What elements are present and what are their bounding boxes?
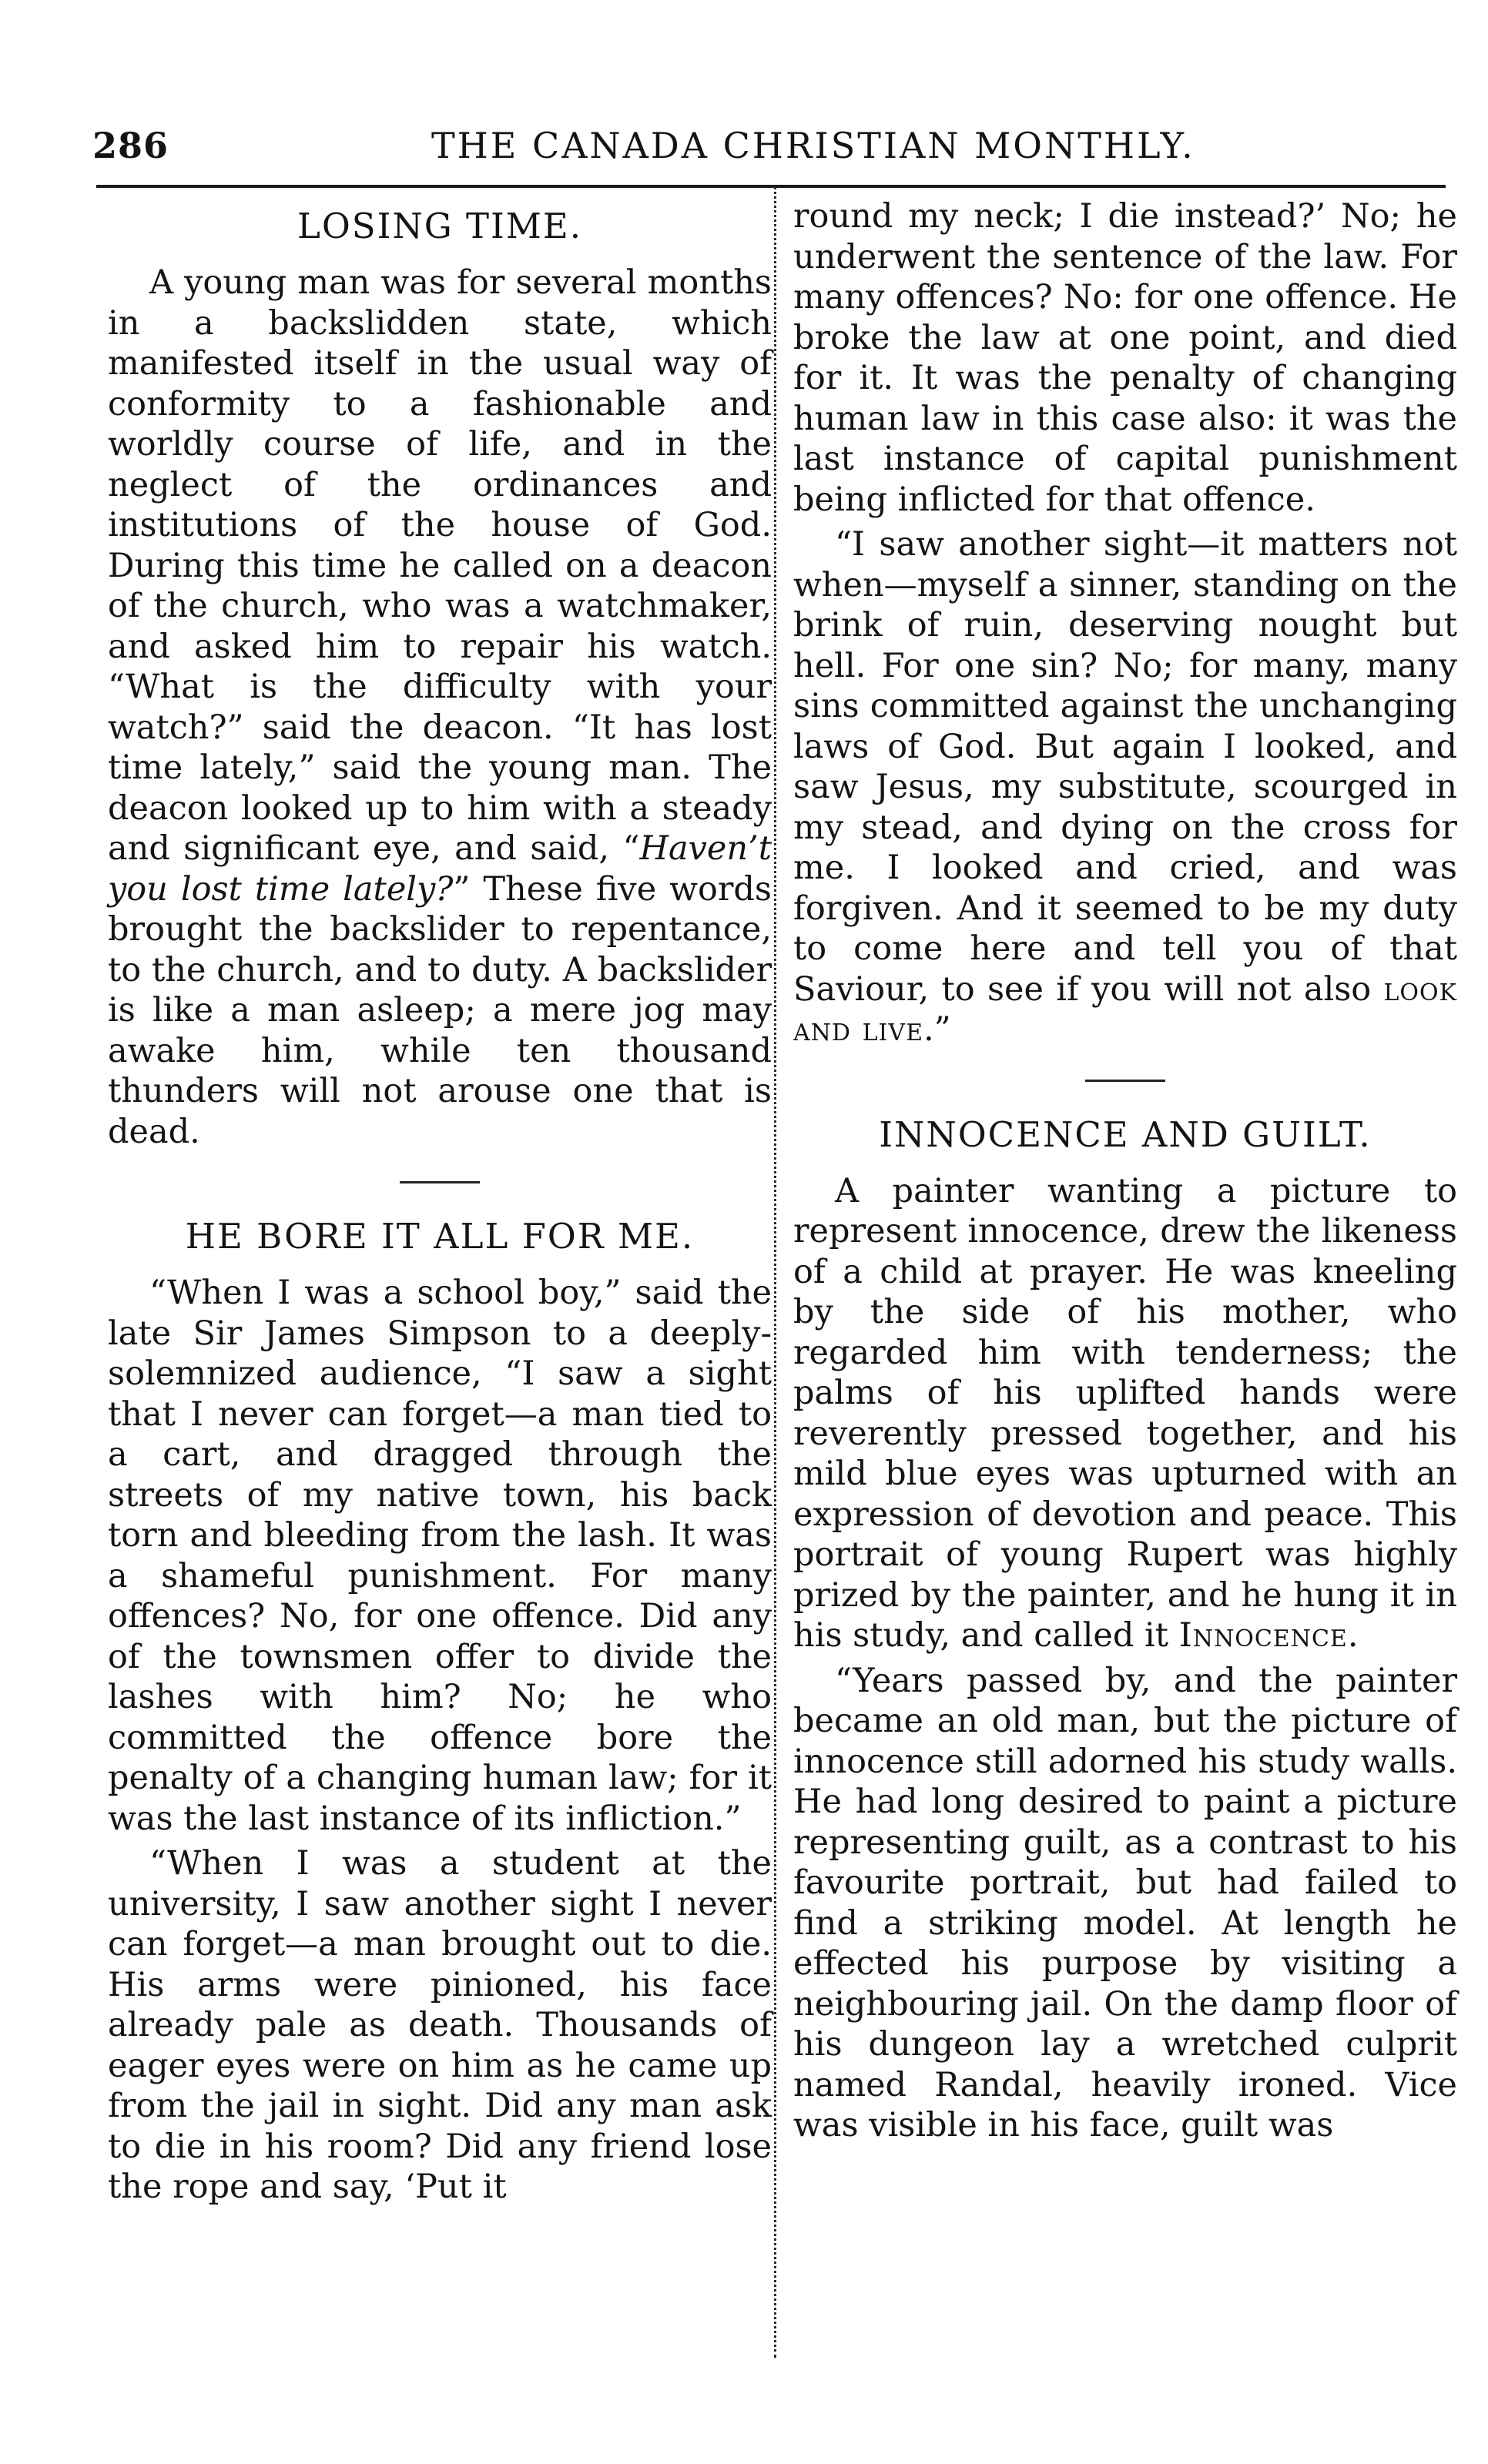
he-bore-it-p3-text-2: .” (923, 1010, 951, 1049)
he-bore-it-paragraph-3 (793, 524, 1457, 1050)
he-bore-it-paragraph-2: “When I was a student at the university, I saw another sight I never can forget—a man brought out to die. His arms were pinioned, his face already pale as death. Thousands of eager eyes were on him as he came up from the jail in sight. Did any man ask to die in his room? Did any friend lose the rope and say, ‘Put it (108, 1844, 772, 2206)
he-bore-it-paragraph-1: “When I was a school boy,” said the late Sir James Simpson to a deeply-solemnized audience, “I saw a sight that I never can forget—a man tied to a cart, and dragged through the streets of my native town, his back torn and bleeding from the lash. It was a shameful punishment. For many offences? No, for one offence. Did any of the townsmen offer to divide the lashes with him? No; he who committed the offence bore the penalty of a changing human law; for it was the last instance of its infliction.” (108, 1274, 772, 1838)
innocence-p1-text-2: . (1347, 1616, 1359, 1655)
article-title-losing-time: LOSING TIME. (297, 206, 583, 246)
losing-time-text-1: A young man was for several months in a backslidden state, which manifested itself in the usual way of conformity to a fashionable and worldly course of life, and in the neglect of the ordinances and institutions of the house of God. During this time he called on a deacon of the church, who was a watchmaker, and asked him to repair his watch. “What is the difficulty with your watch?” said the deacon. “It has lost time lately,” said the young man. The deacon looked up to him with a steady and significant eye, and said, “ (108, 263, 772, 868)
he-bore-it-p3-text-1: “I saw another sight—it matters not when—myself a sinner, standing on the brink of ruin, deserving nought but hell. For one sin? No; for many, many sins committed against the unchanging laws of God. But again I looked, and saw Jesus, my substitute, scourged in my stead, and dying on the cross for me. I looked and cried, and was forgiven. And it seemed to be my duty to come here and tell you of that Saviour, to see if you will not also (793, 525, 1457, 1009)
innocence-title-word: Innocence (1178, 1616, 1348, 1655)
look-and-live-phrase: look and live (793, 969, 1457, 1049)
losing-time-text-2: ” These five words brought the backslider to repentance, to the church, and to duty. A backslider is like a man asleep; a mere jog may awake him, while ten thousand thunders will not arouse one that is dead. (108, 869, 772, 1151)
right-column (793, 196, 1457, 2151)
column-divider (774, 186, 776, 2358)
innocence-paragraph-1 (793, 1171, 1457, 1656)
innocence-paragraph-2: “Years passed by, and the painter became an old man, but the picture of innocence still adorned his study walls. He had long desired to paint a picture representing guilt, as a contrast to his favourite portrait, but had failed to find a striking model. At length he effected his purpose by visiting a neighbouring jail. On the damp floor of his dungeon lay a wretched culprit named Randal, heavily ironed. Vice was visible in his face, guilt was (793, 1661, 1457, 2144)
article-title-he-bore-it: HE BORE IT ALL FOR ME. (185, 1216, 695, 1257)
section-separator (400, 1181, 480, 1183)
article-title-innocence-and-guilt: INNOCENCE AND GUILT. (879, 1113, 1372, 1155)
he-bore-it-continuation: round my neck; I die instead?’ No; he underwent the sentence of the law. For many offences? No: for one offence. He broke the law at one point, and died for it. It was the penalty of changing human law in this case also: it was the last instance of capital punishment being inflicted for that offence. (793, 197, 1457, 519)
running-title: THE CANADA CHRISTIAN MONTHLY. (431, 125, 1195, 166)
page-header (92, 125, 1448, 179)
page-number: 286 (92, 125, 169, 166)
section-separator-right (1085, 1080, 1165, 1082)
left-column (108, 204, 772, 2212)
innocence-p1-text-1: A painter wanting a picture to represent innocence, drew the likeness of a child at prayer. He was kneeling by the side of his mother, who regarded him with tenderness; the palms of his uplifted hands were reverently pressed together, and his mild blue eyes was upturned with an expression of devotion and peace. This portrait of young Rupert was highly prized by the painter, and he hung it in his study, and called it (793, 1171, 1457, 1655)
losing-time-italic-question: Haven’t you lost time lately? (108, 829, 772, 909)
header-rule (96, 185, 1446, 188)
losing-time-paragraph (108, 263, 772, 1152)
